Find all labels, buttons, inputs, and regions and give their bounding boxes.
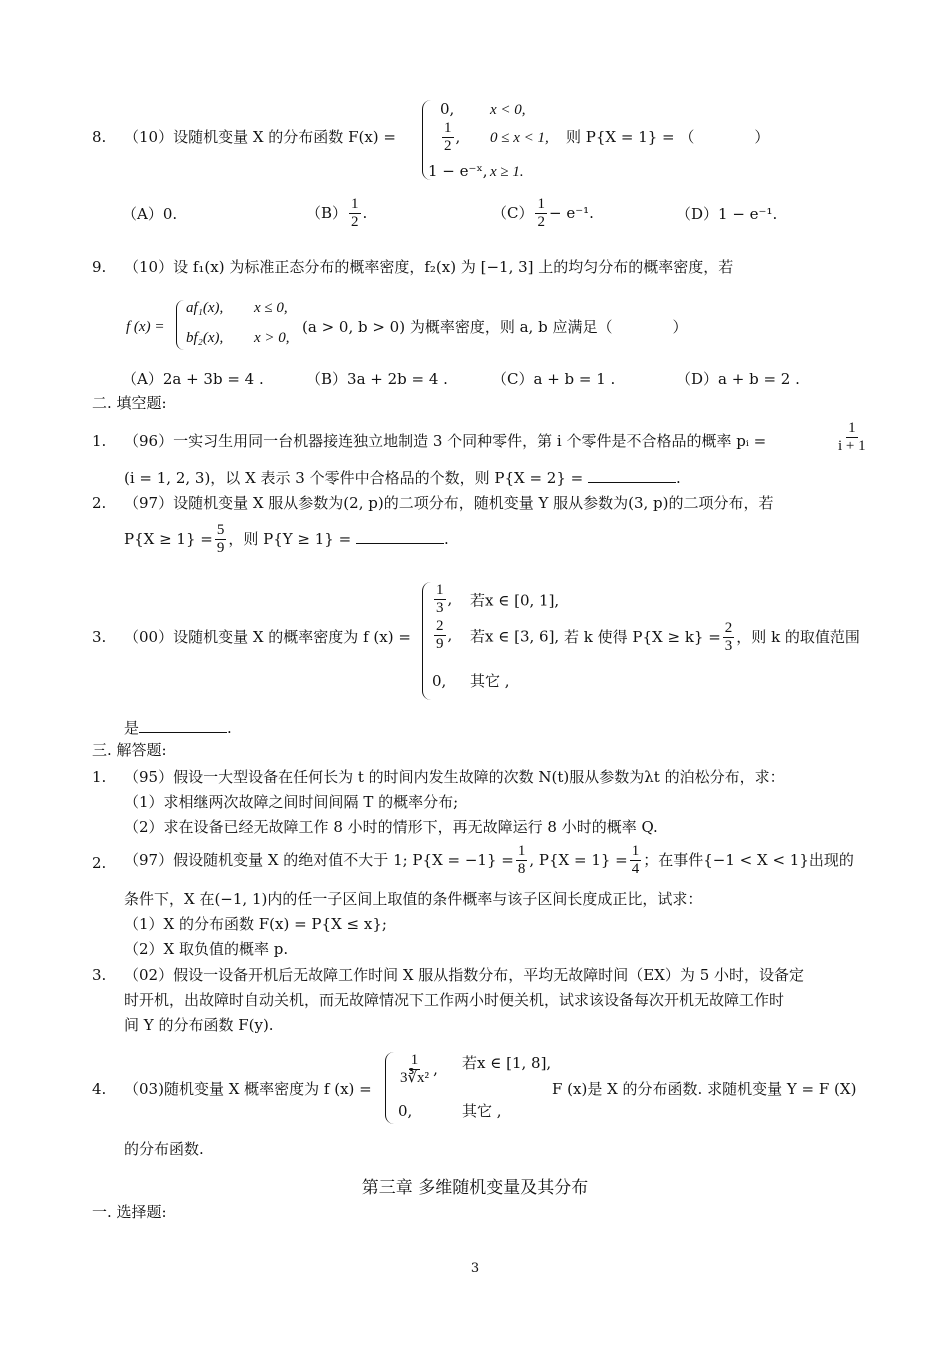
solve-heading: 三. 解答题: [92,741,167,759]
q9-case-1: af₁(x), x ≤ 0, [186,300,288,316]
fill-q1-number: 1. [92,432,107,450]
q9-brace [176,300,184,350]
fill-heading: 二. 填空题: [92,394,167,412]
q8-case-1: 0, x < 0, [440,100,526,118]
fill-q1-fraction: $\frac{1}{i + 1}$ [838,420,866,455]
solve-q3-line3: 间 Y 的分布函数 F(y). [124,1016,274,1034]
fill-q3-brace [422,582,431,700]
q9-case-2: bf₂(x), x > 0, [186,330,290,346]
fill-q3-tail: 若 k 使得 P{X ≥ k} = $\frac{2}{3}$ ，则 k 的取值范围 [564,620,860,655]
q9-option-d: （D）a + b = 2 . [676,370,800,388]
solve-q3-number: 3. [92,966,107,984]
q8-case-2: $\frac{1}{2}$ , 0 ≤ x < 1, [444,120,549,155]
q9-stem: （10）设 f₁(x) 为标准正态分布的概率密度，f₂(x) 为 [−1, 3] 上的均匀分布的概率密度，若 [124,258,734,276]
fill-q3-case-3: 0, 其它 , [432,672,510,690]
solve-q3-line1: （02）假设一设备开机后无故障工作时间 X 服从指数分布，平均无故障时间（EX）为 5 小时，设备定 [124,966,805,984]
solve-q2-line4: （2）X 取负值的概率 p. [124,940,289,958]
q8-stem [124,128,396,146]
fill-q1-line2: (i = 1, 2, 3)，以 X 表示 3 个零件中合格品的个数，则 P{X = 2} = . [124,469,681,487]
fill-q3-stem: （00）设随机变量 X 的概率密度为 f (x) = [124,628,411,646]
solve-q4-tail: F (x)是 X 的分布函数. 求随机变量 Y = F (X) [552,1080,857,1098]
fill-q2-blank[interactable] [356,529,444,544]
solve-q4-case-2: 0, 其它 , [398,1102,502,1120]
solve-q4-stem: （03)随机变量 X 概率密度为 f (x) = [124,1080,372,1098]
q8-source: （10） [124,128,174,146]
q9-option-b: （B）3a + 2b = 4 . [306,370,448,388]
fill-q2-number: 2. [92,494,107,512]
solve-q1-number: 1. [92,768,107,786]
fill-q1-line1: （96）一实习生用同一台机器接连独立地制造 3 个同种零件，第 i 个零件是不合格品的概率 pᵢ = [124,432,767,450]
solve-q4-line2: 的分布函数. [124,1140,204,1158]
fill-q3-number: 3. [92,628,107,646]
q8-stem-text: 设随机变量 X 的分布函数 F(x) = [173,128,396,146]
q9-option-a: （A）2a + 3b = 4 . [122,370,264,388]
solve-q2-line3: （1）X 的分布函数 F(x) = P{X ≤ x}; [124,915,387,933]
q9-f-label: f (x) = [126,319,165,335]
solve-q3-line2: 时开机，出故障时自动关机，而无故障情况下工作两小时便关机，试求该设备每次开机无故障工作时 [124,991,785,1009]
q9-option-c: （C）a + b = 1 . [492,370,616,388]
fill-q3-case-1: $\frac{1}{3}$ , 若x ∈ [0, 1], [436,582,560,617]
q8-tail: 则 P{X = 1} = （ ） [566,128,770,146]
solve-q1-line2: （1）求相继两次故障之间时间间隔 T 的概率分布; [124,793,459,811]
q8-option-c: （C） $\frac{1}{2}$ − e⁻¹. [492,196,594,231]
page-number: 3 [470,1261,480,1276]
chapter-subheading: 一. 选择题: [92,1203,167,1221]
fill-q2-line2: P{X ≥ 1} = $\frac{5}{9}$ ，则 P{Y ≥ 1} = . [124,522,449,557]
solve-q2-line2: 条件下，X 在(−1, 1)内的任一子区间上取值的条件概率与该子区间长度成正比，试求： [124,890,703,908]
fill-q3-last-line: 是 . [124,719,232,737]
q9-number: 9. [92,258,107,276]
fill-q1-blank[interactable] [588,468,676,483]
q8-case-3: 1 − e⁻ˣ, x ≥ 1. [428,162,524,180]
solve-q4-case-1: $\frac{1}{\text{3∛x²}}$ , 若x ∈ [1, 8], [400,1052,552,1087]
solve-q1-line3: （2）求在设备已经无故障工作 8 小时的情形下，再无故障运行 8 小时的概率 Q. [124,818,658,836]
solve-q4-number: 4. [92,1080,107,1098]
q8-number: 8. [92,128,107,146]
solve-q2-number: 2. [92,854,107,872]
q8-option-b: （B） $\frac{1}{2}$ . [306,196,368,231]
fill-q3-blank[interactable] [139,718,227,733]
fill-q2-line1: （97）设随机变量 X 服从参数为(2, p)的二项分布，随机变量 Y 服从参数为(3, p)的二项分布，若 [124,494,774,512]
fill-q3-case-2: $\frac{2}{9}$ , 若x ∈ [3, 6], [436,618,560,653]
solve-q2-line1: （97）假设随机变量 X 的绝对值不大于 1; P{X = −1} = $\frac{1}{8}$ , P{X = 1} = $\frac{1}{4}$ ；在事件{−1 < X < 1}出现的 [124,843,854,878]
solve-q4-brace [385,1052,394,1124]
q8-option-d: （D）1 − e⁻¹. [676,205,778,223]
chapter-title: 第三章 多维随机变量及其分布 [361,1178,589,1198]
q9-tail: (a > 0, b > 0) 为概率密度，则 a, b 应满足（ ） [302,318,688,336]
q8-option-a: （A）0. [122,205,178,223]
solve-q1-line1: （95）假设一大型设备在任何长为 t 的时间内发生故障的次数 N(t)服从参数为λt 的泊松分布，求： [124,768,785,786]
